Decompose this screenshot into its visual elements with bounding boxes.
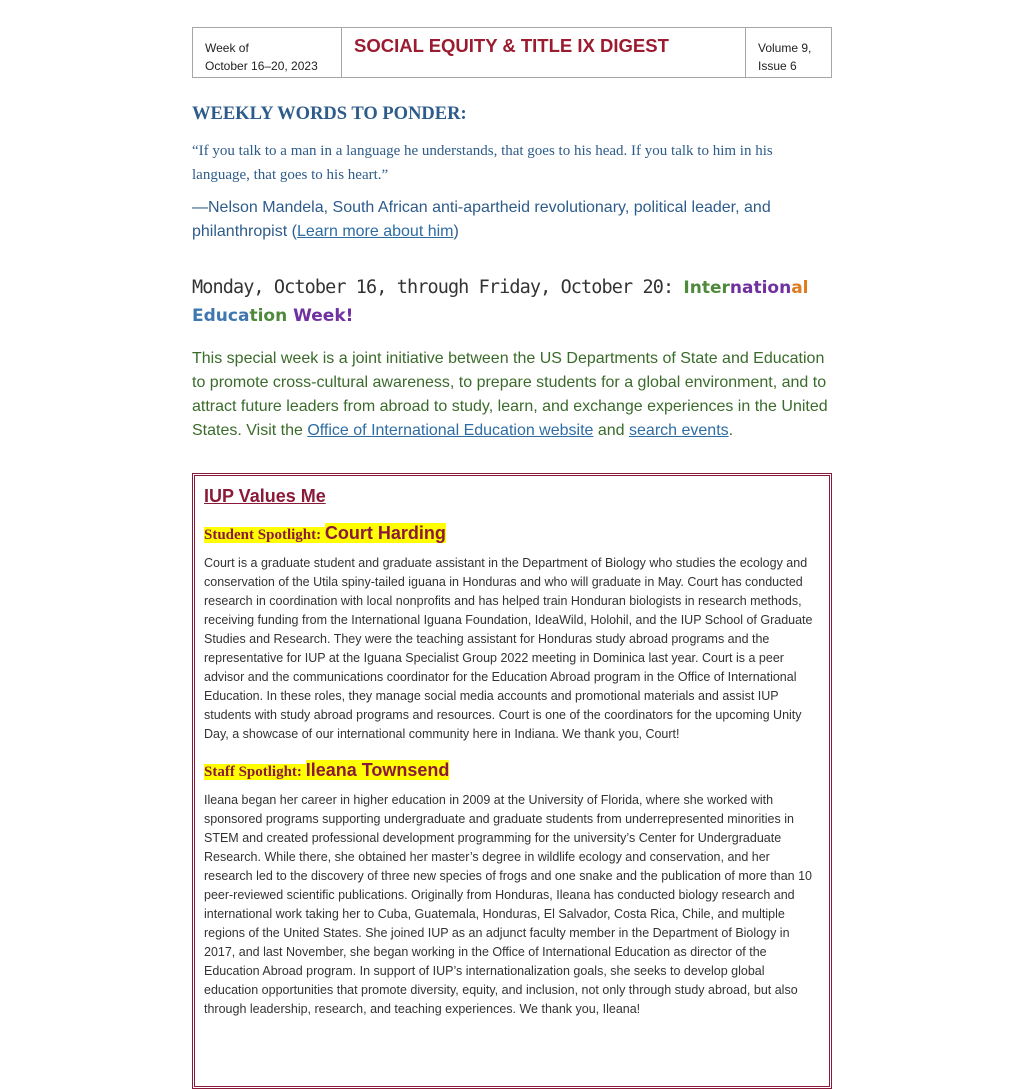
student-name: Court Harding <box>324 523 446 543</box>
name-part: Week! <box>293 306 354 326</box>
ponder-heading: WEEKLY WORDS TO PONDER: <box>192 104 467 124</box>
issue: Issue 6 <box>758 59 797 73</box>
digest-title: SOCIAL EQUITY & TITLE IX DIGEST <box>342 28 746 77</box>
quote: “If you talk to a man in a language he understands, that goes to his head. If you talk to him in his language, that goes to his heart.” <box>192 143 773 183</box>
spotlight-label: Staff Spotlight: <box>204 764 306 780</box>
name-part: Inter <box>683 278 730 298</box>
newsletter <box>192 27 832 1089</box>
staff-spotlight-heading <box>204 760 820 781</box>
week-cell <box>193 28 342 77</box>
event-body: This special week is a joint initiative between the US Departments of State and Education to promote cross-cultural awareness, to prepare students for a global environment, and to attract future leaders from abroad to study, learn, and exchange experiences in the United States. Visit the <box>192 350 828 439</box>
staff-bio: Ileana began her career in higher education in 2009 at the University of Florida, where she worked with sponsored programs supporting undergraduate and graduate students from underrepresented minorities in STEM and created professional development programming for the university’s Center for Undergraduate Research. While there, she obtained her master’s degree in wildlife ecology and conservation, and her research led to the discovery of three new species of frogs and one snake and the publication of more than 10 peer-reviewed scientific publications. Originally from Honduras, Ileana has conducted biology research and international work taking her to Cuba, Guatemala, Honduras, El Salvador, Costa Rica, Chile, and multiple regions of the United States. She joined IUP as an adjunct faculty member in the Department of Biology in 2017, and last November, she began working in the Office of International Education as director of the Education Abroad program. In support of IUP’s internationalization goals, she seeks to develop global education opportunities that promote diversity, equity, and inclusion, not only through study abroad, but also through leadership, research, and teaching experiences. We thank you, Ileana! <box>204 793 813 1016</box>
oie-website-link[interactable]: Office of International Education website <box>307 422 594 439</box>
student-spotlight-heading <box>204 523 820 544</box>
week-label: Week of <box>205 41 249 55</box>
learn-more-link[interactable]: Learn more about him <box>296 223 454 240</box>
spotlight-label: Student Spotlight: <box>204 527 325 543</box>
event-dates: Monday, October 16, through Friday, October 20: <box>192 277 684 298</box>
and-text: and <box>593 422 630 439</box>
volume: Volume 9, <box>758 41 812 55</box>
volume-cell <box>746 28 831 77</box>
attribution-text: —Nelson Mandela, South African anti-apartheid revolutionary, political leader, and philanthropist ( <box>192 199 771 240</box>
event-description <box>192 347 832 443</box>
search-events-link[interactable]: search events <box>629 422 729 439</box>
week-dates: October 16–20, 2023 <box>205 59 318 73</box>
iup-values-box <box>192 473 832 1089</box>
paren: ) <box>453 223 459 240</box>
event-heading <box>192 274 832 330</box>
name-part: al <box>791 278 809 298</box>
name-part: nation <box>729 278 792 298</box>
name-part: Educa <box>192 306 250 326</box>
quote-attribution <box>192 196 832 244</box>
name-part: tion <box>249 306 288 326</box>
period: . <box>728 422 734 439</box>
masthead <box>192 27 832 78</box>
values-heading: IUP Values Me <box>204 486 326 506</box>
staff-name: Ileana Townsend <box>305 760 450 780</box>
student-bio: Court is a graduate student and graduate assistant in the Department of Biology who studies the ecology and conservation of the Utila spiny-tailed iguana in Honduras and who will graduate in May. Court has conducted research in coordination with local nonprofits and has helped train Honduran biologists in research methods, receiving funding from the International Iguana Foundation, IdeaWild, Holohil, and the IUP School of Graduate Studies and Research. They were the teaching assistant for Honduras study abroad programs and the representative for IUP at the Iguana Specialist Group 2022 meeting in Dominica last year. Court is a peer advisor and the communications coordinator for the Education Abroad program in the Office of International Education. In these roles, they manage social media accounts and promotional materials and assist IUP students with study abroad programs and resources. Court is one of the coordinators for the upcoming Unity Day, a showcase of our international community here in Indiana. We thank you, Court! <box>204 556 813 741</box>
